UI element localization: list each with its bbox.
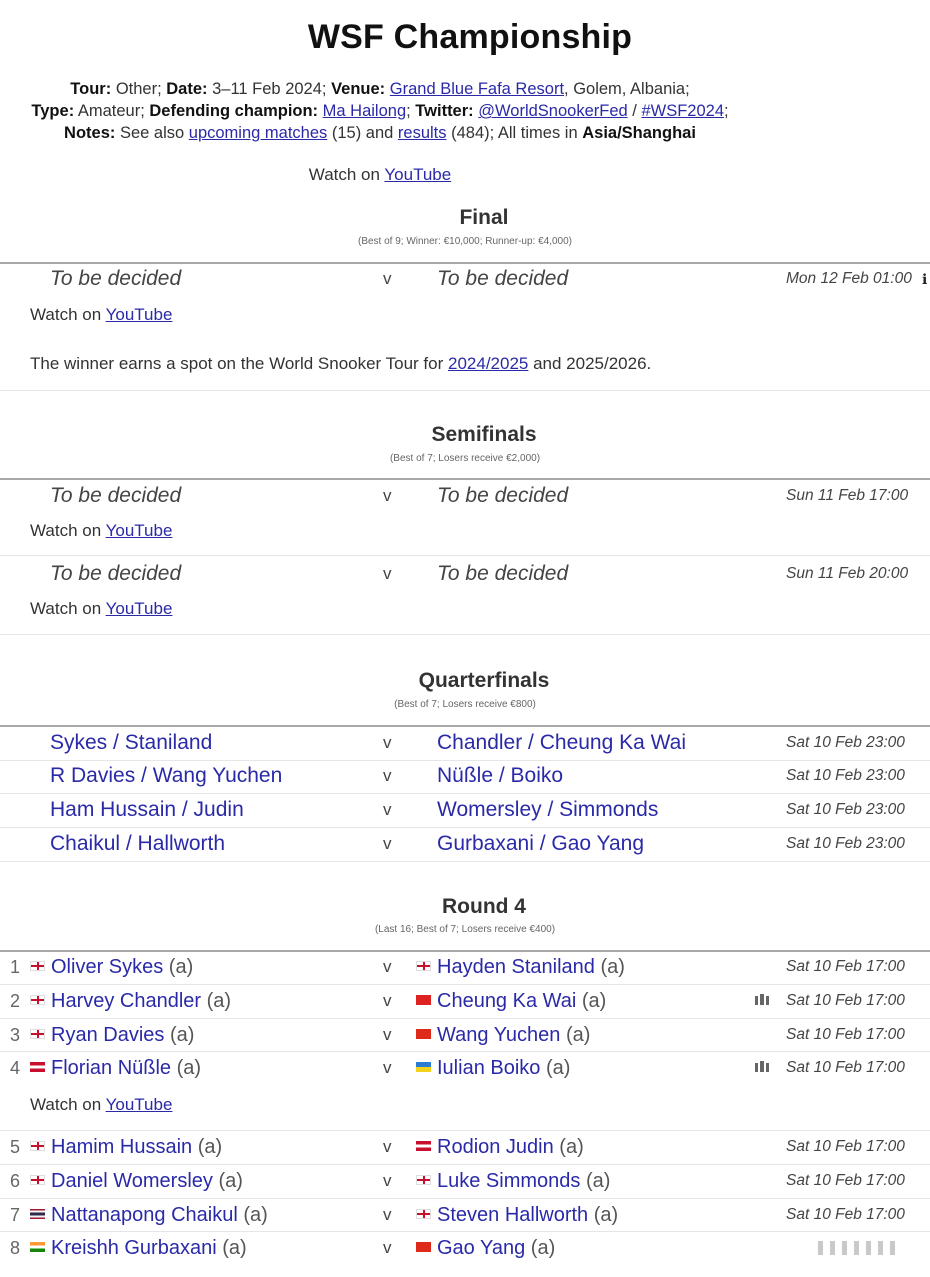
youtube-link[interactable]: YouTube — [105, 1095, 173, 1114]
player-name[interactable]: Rodion Judin — [437, 1136, 554, 1158]
player-name[interactable]: Ryan Davies — [51, 1024, 165, 1046]
match-time: Sat 10 Feb 17:00 — [786, 958, 905, 975]
flag-icon — [416, 1141, 431, 1151]
upcoming-matches-link[interactable]: upcoming matches — [188, 124, 328, 142]
youtube-link[interactable]: YouTube — [105, 599, 173, 618]
match-number: 3 — [10, 1025, 21, 1045]
player-2[interactable] — [437, 1052, 570, 1084]
overflow-indicator-icon — [810, 1238, 910, 1258]
divider — [0, 1231, 930, 1232]
player-name[interactable]: Steven Hallworth — [437, 1204, 589, 1226]
versus: v — [383, 733, 392, 752]
versus: v — [383, 269, 392, 288]
player-2[interactable] — [437, 951, 625, 983]
match-row[interactable] — [0, 760, 930, 792]
match-row[interactable] — [0, 794, 930, 826]
watch-prefix: Watch on — [308, 165, 385, 184]
flag-icon — [30, 1175, 45, 1185]
player-name[interactable]: Gao Yang — [437, 1237, 526, 1259]
info-line-type — [0, 102, 760, 121]
player-name[interactable]: Oliver Sykes — [51, 956, 164, 978]
flag-icon — [416, 1175, 431, 1185]
player-name[interactable]: Hamim Hussain — [51, 1136, 193, 1158]
team-1[interactable]: Sykes / Staniland — [50, 731, 213, 754]
player-1[interactable] — [51, 951, 193, 983]
player-name[interactable]: Daniel Womersley — [51, 1170, 213, 1192]
team-2[interactable]: Gurbaxani / Gao Yang — [437, 832, 645, 855]
versus: v — [383, 766, 392, 785]
watch-on-youtube — [30, 521, 172, 541]
twitter-link[interactable]: @WorldSnookerFed — [478, 102, 628, 120]
amateur-tag: (a) — [588, 1204, 619, 1226]
watch-prefix: Watch on — [30, 1095, 106, 1114]
results-count: (484); All times in — [446, 124, 583, 142]
venue-location: , Golem, Albania; — [564, 80, 690, 98]
player-2: To be decided — [437, 562, 569, 585]
hashtag-link[interactable]: #WSF2024 — [641, 102, 724, 120]
amateur-tag: (a) — [163, 956, 194, 978]
player-name[interactable]: Iulian Boiko — [437, 1057, 541, 1079]
match-row[interactable] — [0, 951, 930, 983]
versus: v — [383, 1137, 392, 1156]
amateur-tag: (a) — [560, 1024, 591, 1046]
match-time: Sat 10 Feb 23:00 — [786, 767, 905, 784]
match-row[interactable] — [0, 828, 930, 860]
defending-champion-key: Defending champion: — [149, 102, 319, 120]
match-row[interactable] — [0, 558, 930, 590]
player-2[interactable] — [437, 1165, 610, 1197]
player-name[interactable]: Cheung Ka Wai — [437, 990, 577, 1012]
amateur-tag: (a) — [580, 1170, 611, 1192]
player-1[interactable] — [51, 1131, 222, 1163]
player-name[interactable]: Nattanapong Chaikul — [51, 1204, 238, 1226]
divider — [0, 1164, 930, 1165]
match-row[interactable] — [0, 727, 930, 759]
player-1: To be decided — [50, 484, 182, 507]
flag-icon — [30, 1141, 45, 1151]
player-2[interactable] — [437, 1199, 618, 1231]
team-1[interactable]: Ham Hussain / Judin — [50, 798, 244, 821]
watch-on-youtube — [30, 599, 172, 619]
player-1[interactable] — [51, 1232, 247, 1264]
match-time: Sat 10 Feb 17:00 — [786, 1026, 905, 1043]
section-subtitle-quarterfinals: (Best of 7; Losers receive €800) — [394, 699, 536, 710]
versus: v — [383, 800, 392, 819]
amateur-tag: (a) — [553, 1136, 584, 1158]
player-name[interactable]: Luke Simmonds — [437, 1170, 581, 1192]
watch-on-youtube — [0, 165, 760, 185]
player-2[interactable] — [437, 1019, 590, 1051]
info-icon[interactable]: ℹ — [922, 271, 928, 287]
defending-champion-link[interactable]: Ma Hailong — [322, 102, 407, 120]
match-number: 5 — [10, 1137, 21, 1157]
youtube-link[interactable]: YouTube — [105, 521, 173, 540]
versus: v — [383, 1238, 392, 1257]
divider — [0, 1051, 930, 1052]
table-icon — [754, 1061, 770, 1073]
section-title-round-4: Round 4 — [442, 895, 526, 918]
match-number: 7 — [10, 1205, 21, 1225]
flag-icon — [30, 1062, 45, 1072]
timezone: Asia/Shanghai — [582, 124, 696, 142]
versus: v — [383, 564, 392, 583]
amateur-tag: (a) — [164, 1024, 195, 1046]
date-key: Date: — [166, 80, 208, 98]
section-title-semifinals: Semifinals — [431, 423, 537, 446]
match-time: Sat 10 Feb 23:00 — [786, 801, 905, 818]
section-title-final: Final — [459, 206, 509, 229]
amateur-tag: (a) — [594, 956, 625, 978]
amateur-tag: (a) — [525, 1237, 556, 1259]
note-suffix: and 2025/2026. — [528, 354, 652, 373]
slash: / — [627, 102, 642, 120]
match-number: 8 — [10, 1238, 21, 1258]
versus: v — [383, 1025, 392, 1044]
team-2[interactable]: Womersley / Simmonds — [437, 798, 659, 821]
divider — [0, 1130, 930, 1131]
flag-icon — [416, 1242, 431, 1252]
versus: v — [383, 1171, 392, 1190]
amateur-tag: (a) — [540, 1057, 571, 1079]
player-name[interactable]: Florian Nüßle — [51, 1057, 172, 1079]
section-title-quarterfinals: Quarterfinals — [418, 669, 550, 692]
match-row[interactable] — [0, 1019, 930, 1051]
watch-prefix: Watch on — [30, 599, 106, 618]
flag-icon — [30, 961, 45, 971]
line-end: ; — [724, 102, 729, 120]
tour-key: Tour: — [70, 80, 112, 98]
player-name[interactable]: Wang Yuchen — [437, 1024, 561, 1046]
player-1: To be decided — [50, 562, 182, 585]
upcoming-count: (15) and — [327, 124, 398, 142]
versus: v — [383, 834, 392, 853]
divider — [0, 555, 930, 556]
team-2[interactable]: Nüßle / Boiko — [437, 764, 564, 787]
watch-prefix: Watch on — [30, 521, 106, 540]
divider — [0, 1018, 930, 1019]
flag-icon — [416, 1209, 431, 1219]
match-number: 1 — [10, 957, 21, 977]
match-row[interactable] — [0, 1199, 930, 1231]
type-key: Type: — [31, 102, 75, 120]
match-row[interactable] — [0, 1165, 930, 1197]
versus: v — [383, 486, 392, 505]
notes-key: Notes: — [64, 124, 116, 142]
match-row[interactable] — [0, 480, 930, 512]
player-1[interactable] — [51, 1165, 243, 1197]
section-subtitle-round-4: (Last 16; Best of 7; Losers receive €400) — [374, 924, 556, 935]
player-2: To be decided — [437, 267, 569, 290]
match-row[interactable] — [0, 1232, 930, 1264]
match-row[interactable] — [0, 1131, 930, 1163]
match-time: Sat 10 Feb 17:00 — [786, 992, 905, 1009]
flag-icon — [416, 1029, 431, 1039]
match-time: Sun 11 Feb 20:00 — [786, 565, 909, 582]
player-2[interactable] — [437, 1232, 555, 1264]
notes-value: See also — [115, 124, 189, 142]
flag-icon — [416, 995, 431, 1005]
final-note — [30, 354, 651, 374]
match-time: Sat 10 Feb 23:00 — [786, 835, 905, 852]
match-row-final[interactable] — [0, 263, 930, 295]
section-subtitle-semifinals: (Best of 7; Losers receive €2,000) — [389, 453, 541, 464]
page-title: WSF Championship — [307, 18, 633, 56]
match-time: Sat 10 Feb 17:00 — [786, 1172, 905, 1189]
tour-value: Other; — [111, 80, 167, 98]
type-value: Amateur; — [74, 102, 150, 120]
player-1[interactable] — [51, 1199, 268, 1231]
match-time: Sat 10 Feb 23:00 — [786, 734, 905, 751]
match-time: Sat 10 Feb 17:00 — [786, 1138, 905, 1155]
venue-link[interactable]: Grand Blue Fafa Resort — [389, 80, 565, 98]
season-link[interactable]: 2024/2025 — [448, 354, 529, 373]
twitter-key: Twitter: — [415, 102, 474, 120]
team-1[interactable]: Chaikul / Hallworth — [50, 832, 226, 855]
team-1[interactable]: R Davies / Wang Yuchen — [50, 764, 283, 787]
amateur-tag: (a) — [576, 990, 607, 1012]
player-2[interactable] — [437, 1131, 584, 1163]
divider — [0, 390, 930, 391]
player-1[interactable] — [51, 1019, 194, 1051]
divider — [0, 634, 930, 635]
player-name[interactable]: Kreishh Gurbaxani — [51, 1237, 217, 1259]
match-row[interactable] — [0, 1052, 930, 1084]
divider — [0, 984, 930, 985]
versus: v — [383, 1058, 392, 1077]
match-number: 4 — [10, 1058, 21, 1078]
table-icon — [754, 994, 770, 1006]
youtube-link[interactable]: YouTube — [384, 165, 452, 184]
match-number: 6 — [10, 1171, 21, 1191]
date-value: 3–11 Feb 2024; — [207, 80, 332, 98]
venue-key: Venue: — [331, 80, 386, 98]
note-prefix: The winner earns a spot on the World Snooker Tour for — [30, 354, 448, 373]
section-subtitle-final: (Best of 9; Winner: €10,000; Runner-up: €4,000) — [357, 236, 572, 247]
watch-prefix: Watch on — [30, 305, 106, 324]
player-1[interactable] — [51, 1052, 201, 1084]
watch-on-youtube — [30, 305, 172, 325]
match-row[interactable] — [0, 985, 930, 1017]
info-line-notes — [0, 124, 760, 143]
match-time: Sat 10 Feb 17:00 — [786, 1059, 905, 1076]
match-time: Sun 11 Feb 17:00 — [786, 487, 909, 504]
team-2[interactable]: Chandler / Cheung Ka Wai — [437, 731, 687, 754]
match-time: Sat 10 Feb 17:00 — [786, 1206, 905, 1223]
versus: v — [383, 957, 392, 976]
versus: v — [383, 1205, 392, 1224]
flag-icon — [30, 1029, 45, 1039]
amateur-tag: (a) — [171, 1057, 202, 1079]
divider — [0, 861, 930, 862]
youtube-link[interactable]: YouTube — [105, 305, 173, 324]
flag-icon — [416, 1062, 431, 1072]
player-name[interactable]: Hayden Staniland — [437, 956, 595, 978]
separator: ; — [406, 102, 416, 120]
flag-icon — [30, 1209, 45, 1219]
flag-icon — [30, 995, 45, 1005]
match-time: Mon 12 Feb 01:00 — [786, 270, 912, 287]
player-name[interactable]: Harvey Chandler — [51, 990, 202, 1012]
amateur-tag: (a) — [201, 990, 232, 1012]
watch-on-youtube — [30, 1095, 172, 1115]
versus: v — [383, 991, 392, 1010]
match-number: 2 — [10, 991, 21, 1011]
flag-icon — [416, 961, 431, 971]
results-link[interactable]: results — [397, 124, 447, 142]
player-1: To be decided — [50, 267, 182, 290]
amateur-tag: (a) — [212, 1170, 243, 1192]
amateur-tag: (a) — [192, 1136, 223, 1158]
player-1[interactable] — [51, 985, 231, 1017]
player-2: To be decided — [437, 484, 569, 507]
info-line-tour — [0, 80, 760, 99]
player-2[interactable] — [437, 985, 606, 1017]
amateur-tag: (a) — [237, 1204, 268, 1226]
flag-icon — [30, 1242, 45, 1252]
divider — [0, 1198, 930, 1199]
amateur-tag: (a) — [216, 1237, 247, 1259]
